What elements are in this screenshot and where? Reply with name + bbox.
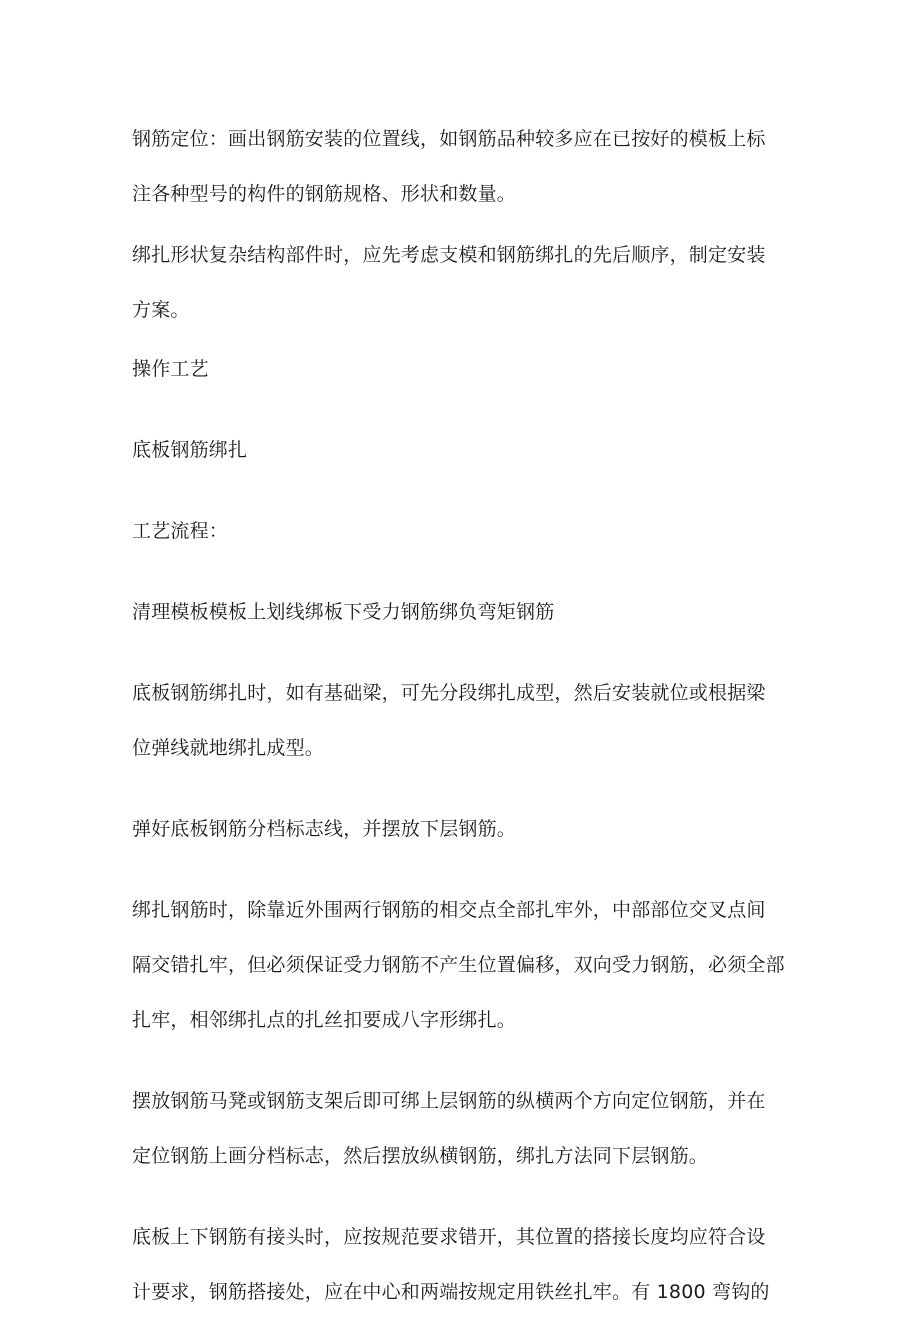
paragraph-rebar-positioning <box>132 112 792 222</box>
paragraph-upper-layer <box>132 1074 792 1184</box>
text-line: 钢筋定位：画出钢筋安装的位置线，如钢筋品种较多应在已按好的模板上标 <box>132 128 766 150</box>
paragraph-foundation-beam <box>132 666 792 776</box>
text-line: 方案。 <box>132 299 190 321</box>
text-line: 隔交错扎牢，但必须保证受力钢筋不产生位置偏移，双向受力钢筋，必须全部 <box>132 954 785 976</box>
text-line: 底板钢筋绑扎 <box>132 439 248 461</box>
text-line: 扎牢，相邻绑扎点的扎丝扣要成八字形绑扎。 <box>132 1009 517 1031</box>
text-line: 绑扎钢筋时，除靠近外围两行钢筋的相交点全部扎牢外，中部部位交叉点间 <box>132 899 766 921</box>
heading-floor-slab-rebar-binding <box>132 423 792 478</box>
text-line: 计要求，钢筋搭接处，应在中心和两端按规定用铁丝扎牢。有 1800 弯钩的 <box>132 1281 770 1303</box>
text-line: 清理模板模板上划线绑板下受力钢筋绑负弯矩钢筋 <box>132 601 555 623</box>
paragraph-binding-rules <box>132 883 792 1048</box>
paragraph-marking-lines <box>132 802 792 857</box>
text-line: 操作工艺 <box>132 358 209 380</box>
text-line: 绑扎形状复杂结构部件时，应先考虑支模和钢筋绑扎的先后顺序，制定安装 <box>132 244 766 266</box>
text-line: 工艺流程： <box>132 520 229 542</box>
text-line: 底板钢筋绑扎时，如有基础梁，可先分段绑扎成型，然后安装就位或根据梁 <box>132 682 766 704</box>
text-line: 底板上下钢筋有接头时，应按规范要求错开，其位置的搭接长度均应符合设 <box>132 1226 766 1248</box>
text-line: 摆放钢筋马凳或钢筋支架后即可绑上层钢筋的纵横两个方向定位钢筋，并在 <box>132 1090 766 1112</box>
paragraph-splice-requirements <box>132 1210 792 1320</box>
text-line: 弹好底板钢筋分档标志线，并摆放下层钢筋。 <box>132 818 517 840</box>
heading-process-flow <box>132 504 792 559</box>
paragraph-complex-structures <box>132 228 792 338</box>
text-line: 注各种型号的构件的钢筋规格、形状和数量。 <box>132 183 517 205</box>
heading-operation-process <box>132 342 792 397</box>
text-line: 位弹线就地绑扎成型。 <box>132 737 325 759</box>
text-line: 定位钢筋上画分档标志，然后摆放纵横钢筋，绑扎方法同下层钢筋。 <box>132 1145 709 1167</box>
paragraph-process-steps <box>132 585 792 640</box>
